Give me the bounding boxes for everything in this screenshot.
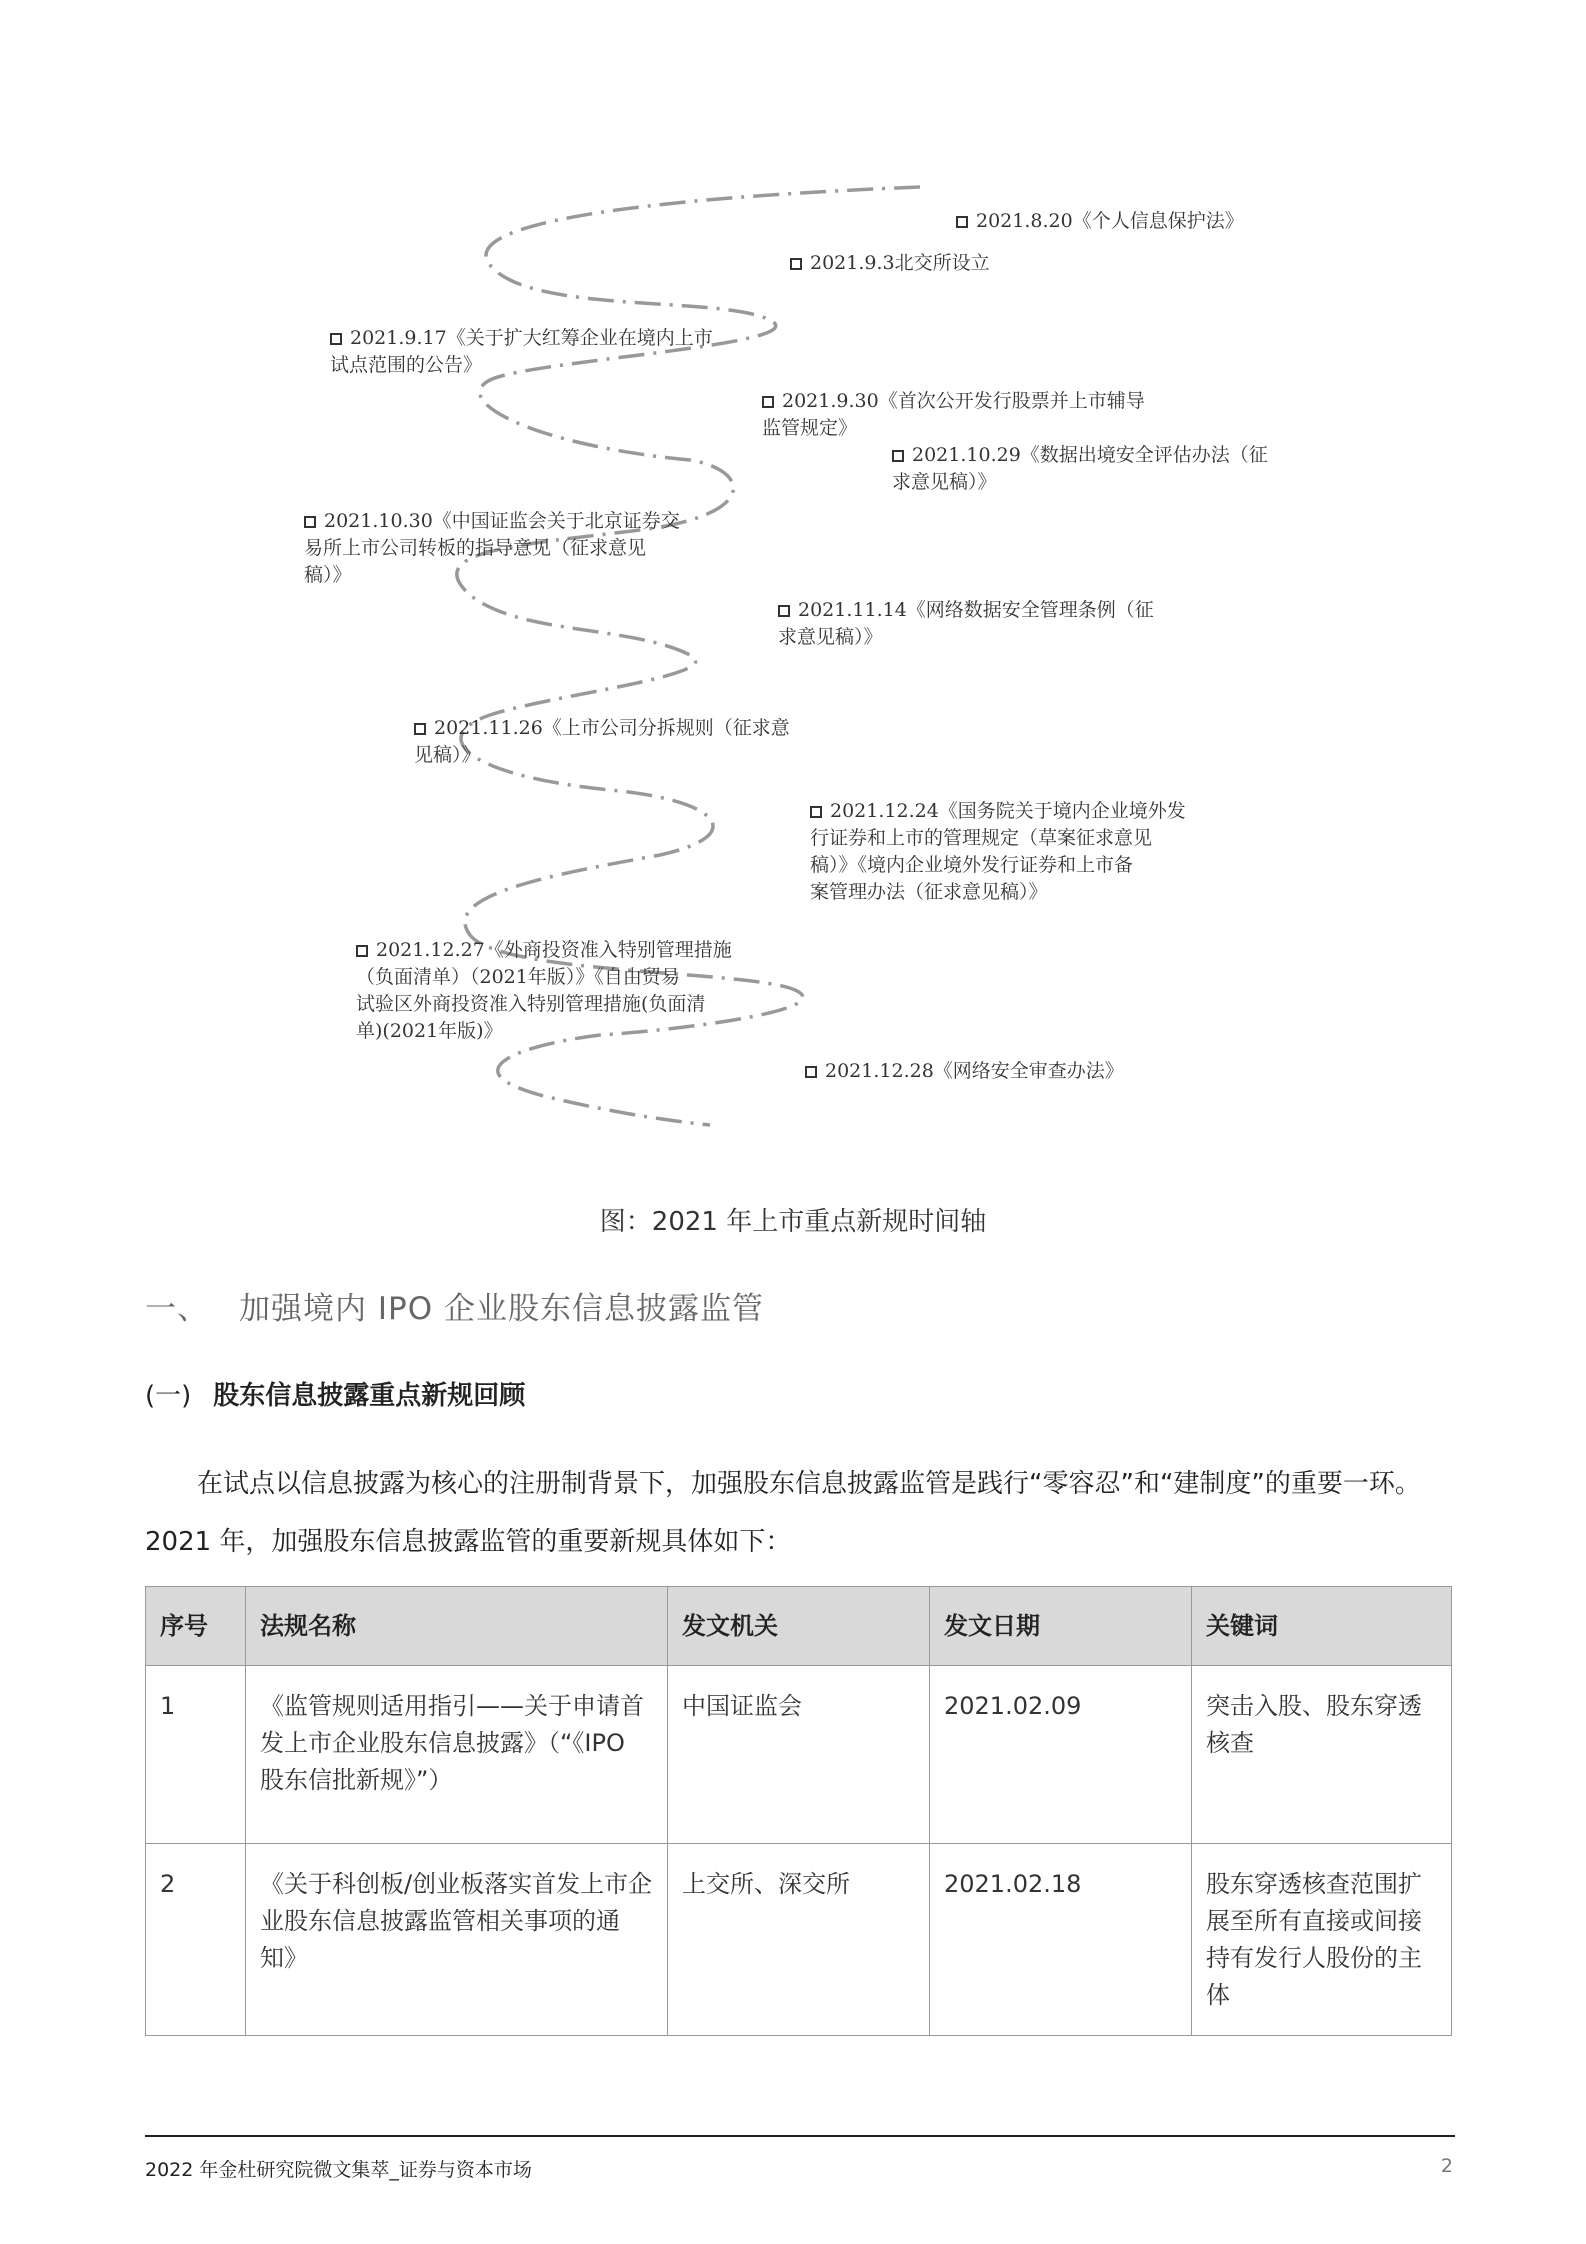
body-paragraph: 在试点以信息披露为核心的注册制背景下，加强股东信息披露监管是践行“零容忍”和“建制度”的重要一环。2021 年，加强股东信息披露监管的重要新规具体如下：	[145, 1469, 1421, 1557]
cell-keywords: 股东穿透核查范围扩展至所有直接或间接持有发行人股份的主体	[1192, 1844, 1452, 2036]
subsection-title: 股东信息披露重点新规回顾	[213, 1381, 526, 1411]
subsection-heading	[145, 1375, 525, 1412]
header-cell-keywords: 关键词	[1192, 1587, 1452, 1666]
table-row	[146, 1844, 1452, 2036]
regulations-table	[145, 1586, 1452, 2036]
checkbox-square-icon	[810, 806, 822, 818]
footer-title: 2022 年金杜研究院微文集萃_证券与资本市场	[145, 2159, 532, 2181]
timeline-event: 2021.12.24《国务院关于境内企业境外发 行证券和上市的管理规定（草案征求意见 稿）》《境内企业境外发行证券和上市备 案管理办法（征求意见稿）》	[810, 800, 1186, 903]
cell-index: 1	[146, 1666, 246, 1844]
header-cell-index: 序号	[146, 1587, 246, 1666]
cell-keywords: 突击入股、股东穿透核查	[1192, 1666, 1452, 1844]
timeline-event: 2021.8.20《个人信息保护法》	[956, 208, 1244, 235]
checkbox-square-icon	[805, 1066, 817, 1078]
section-title: 加强境内 IPO 企业股东信息披露监管	[239, 1291, 764, 1327]
header-cell-issuer: 发文机关	[668, 1587, 930, 1666]
header-cell-date: 发文日期	[930, 1587, 1192, 1666]
cell-index: 2	[146, 1844, 246, 2036]
timeline-event: 2021.10.29《数据出境安全评估办法（征 求意见稿）》	[892, 444, 1268, 493]
footer-divider	[145, 2135, 1455, 2137]
checkbox-square-icon	[892, 450, 904, 462]
timeline-event: 2021.9.3北交所设立	[790, 250, 990, 277]
section-heading	[145, 1283, 764, 1328]
cell-name: 《监管规则适用指引——关于申请首发上市企业股东信息披露》（“《IPO 股东信批新规》”）	[246, 1666, 668, 1844]
header-cell-name: 法规名称	[246, 1587, 668, 1666]
cell-issuer: 中国证监会	[668, 1666, 930, 1844]
table-row	[146, 1666, 1452, 1844]
page-number: 2	[1440, 2155, 1453, 2177]
timeline-event: 2021.12.28《网络安全审查办法》	[805, 1058, 1124, 1085]
section-number: 一、	[145, 1291, 209, 1327]
timeline-event: 2021.9.17《关于扩大红筹企业在境内上市 试点范围的公告》	[330, 327, 713, 376]
timeline-event: 2021.9.30《首次公开发行股票并上市辅导 监管规定》	[762, 390, 1145, 439]
cell-issuer: 上交所、深交所	[668, 1844, 930, 2036]
cell-name: 《关于科创板/创业板落实首发上市企业股东信息披露监管相关事项的通知》	[246, 1844, 668, 2036]
checkbox-square-icon	[356, 945, 368, 957]
checkbox-square-icon	[956, 216, 968, 228]
subsection-number: (一)	[145, 1381, 192, 1411]
timeline-figure	[300, 175, 1360, 1135]
checkbox-square-icon	[790, 258, 802, 270]
timeline-event: 2021.11.14《网络数据安全管理条例（征 求意见稿）》	[778, 599, 1154, 648]
figure-caption: 图：2021 年上市重点新规时间轴	[599, 1207, 987, 1237]
cell-date: 2021.02.09	[930, 1666, 1192, 1844]
cell-date: 2021.02.18	[930, 1844, 1192, 2036]
timeline-event: 2021.10.30《中国证监会关于北京证券交 易所上市公司转板的指导意见（征求意见 稿）》	[304, 510, 680, 586]
checkbox-square-icon	[414, 723, 426, 735]
checkbox-square-icon	[762, 396, 774, 408]
checkbox-square-icon	[778, 605, 790, 617]
timeline-event: 2021.12.27《外商投资准入特别管理措施 （负面清单）（2021年版）》《自由贸易 试验区外商投资准入特别管理措施(负面清 单)(2021年版)》	[356, 939, 732, 1042]
checkbox-square-icon	[304, 516, 316, 528]
timeline-event: 2021.11.26《上市公司分拆规则（征求意 见稿）》	[414, 717, 790, 766]
checkbox-square-icon	[330, 333, 342, 345]
table-header-row	[146, 1587, 1452, 1666]
